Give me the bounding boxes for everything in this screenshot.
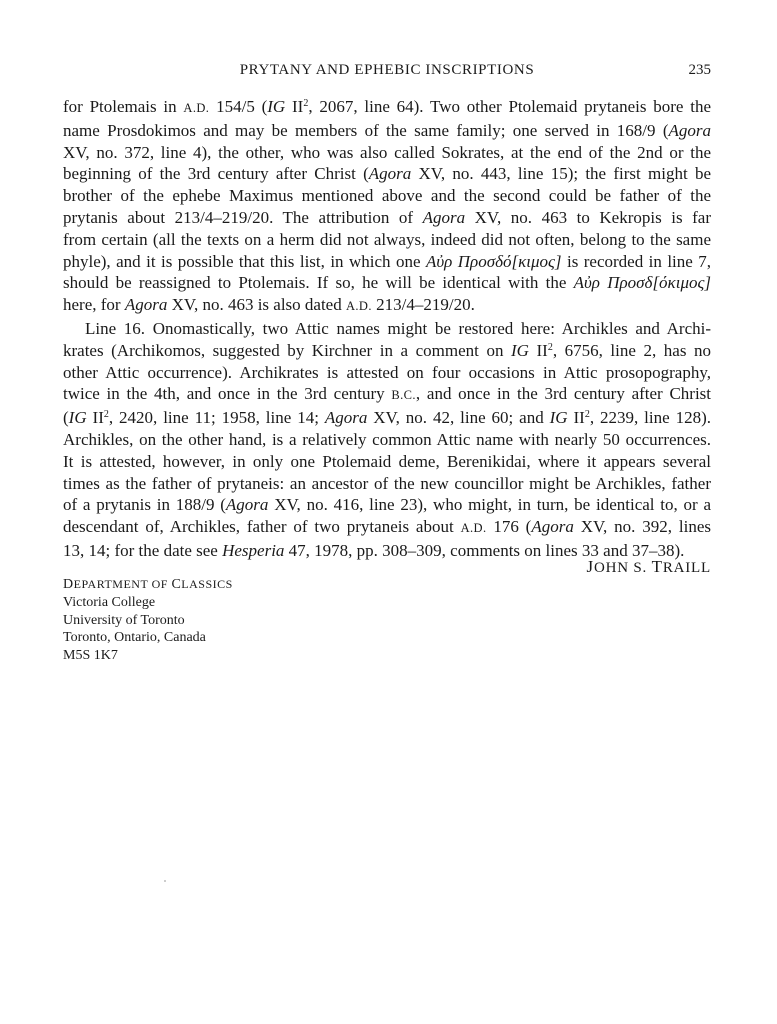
text-line: times as the father of prytaneis: an ancestor of the new councillor might be Archikles, father	[63, 473, 711, 493]
text-line: 13, 14; for the date see Hesperia 47, 1978, pp. 308–309, comments on lines 33 and 37–38).	[63, 540, 685, 560]
text-line: beginning of the 3rd century after Christ (Agora XV, no. 443, line 15); the first might be	[63, 164, 711, 184]
author-signature: JOHN S. TRAILL	[586, 557, 711, 576]
address-city: Toronto, Ontario, Canada	[63, 630, 206, 646]
address-university: University of Toronto	[63, 612, 185, 628]
running-head	[63, 62, 711, 84]
page-number: 235	[688, 62, 711, 78]
text-line: Line 16. Onomastically, two Attic names might be restored here: Archikles and Archi-	[85, 318, 711, 338]
text-line: brother of the ephebe Maximus mentioned above and the second could be father of the	[63, 186, 711, 206]
text-line: for Ptolemais in A.D. 154/5 (IG $II^2$, 2067, line 64). Two other Ptolemaid prytaneis bore the	[63, 97, 712, 116]
text-line: of a prytanis in 188/9 (Agora XV, no. 416, line 23), who might, in turn, be identical to, or a	[63, 495, 711, 515]
address-postal-code: M5S 1K7	[63, 648, 118, 664]
text-line: here, for Agora XV, no. 463 is also dated A.D. 213/4–219/20.	[63, 295, 475, 315]
text-line: krates (Archikomos, suggested by Kirchner in a comment on IG $II^2$, 6756, line 2, has no	[63, 340, 711, 360]
address-department: DEPARTMENT OF CLASSICS	[63, 577, 233, 592]
text-line: twice in the 4th, and once in the 3rd century B.C., and once in the 3rd century after Christ	[63, 384, 712, 404]
author-address	[63, 576, 233, 665]
text-line: should be reassigned to Ptolemais. If so, he will be identical with the Αὐρ Προσδ[όκιμος]	[63, 273, 711, 293]
text-line: other Attic occurrence). Archikrates is attested on four occasions in Attic prosopography,	[63, 362, 711, 382]
address-college: Victoria College	[63, 594, 156, 610]
text-line: descendant of, Archikles, father of two prytaneis about A.D. 176 (Agora XV, no. 392, lines	[63, 517, 711, 537]
text-line: name Prosdokimos and may be members of the same family; one served in 168/9 (Agora	[63, 120, 711, 140]
running-title: PRYTANY AND EPHEBIC INSCRIPTIONS	[239, 62, 535, 78]
body-text	[63, 96, 711, 562]
paper-speck	[164, 880, 166, 882]
text-line: from certain (all the texts on a herm did not always, indeed did not often, belong to the same	[63, 229, 711, 249]
text-line: XV, no. 372, line 4), the other, who was also called Sokrates, at the end of the 2nd or the	[63, 142, 711, 162]
text-line: (IG $II^2$, 2420, line 11; 1958, line 14; Agora XV, no. 42, line 60; and IG $II^2$, 2239, line 128).	[63, 408, 711, 428]
text-line: phyle), and it is possible that this list, in which one Αὐρ Προσδό[κιμος] is recorded in line 7,	[63, 251, 712, 271]
text-line: It is attested, however, in only one Ptolemaid deme, Berenikidai, where it appears several	[63, 451, 711, 471]
text-line: prytanis about 213/4–219/20. The attribution of Agora XV, no. 463 to Kekropis is far	[63, 207, 711, 227]
text-line: Archikles, on the other hand, is a relatively common Attic name with nearly 50 occurrences.	[63, 429, 711, 449]
